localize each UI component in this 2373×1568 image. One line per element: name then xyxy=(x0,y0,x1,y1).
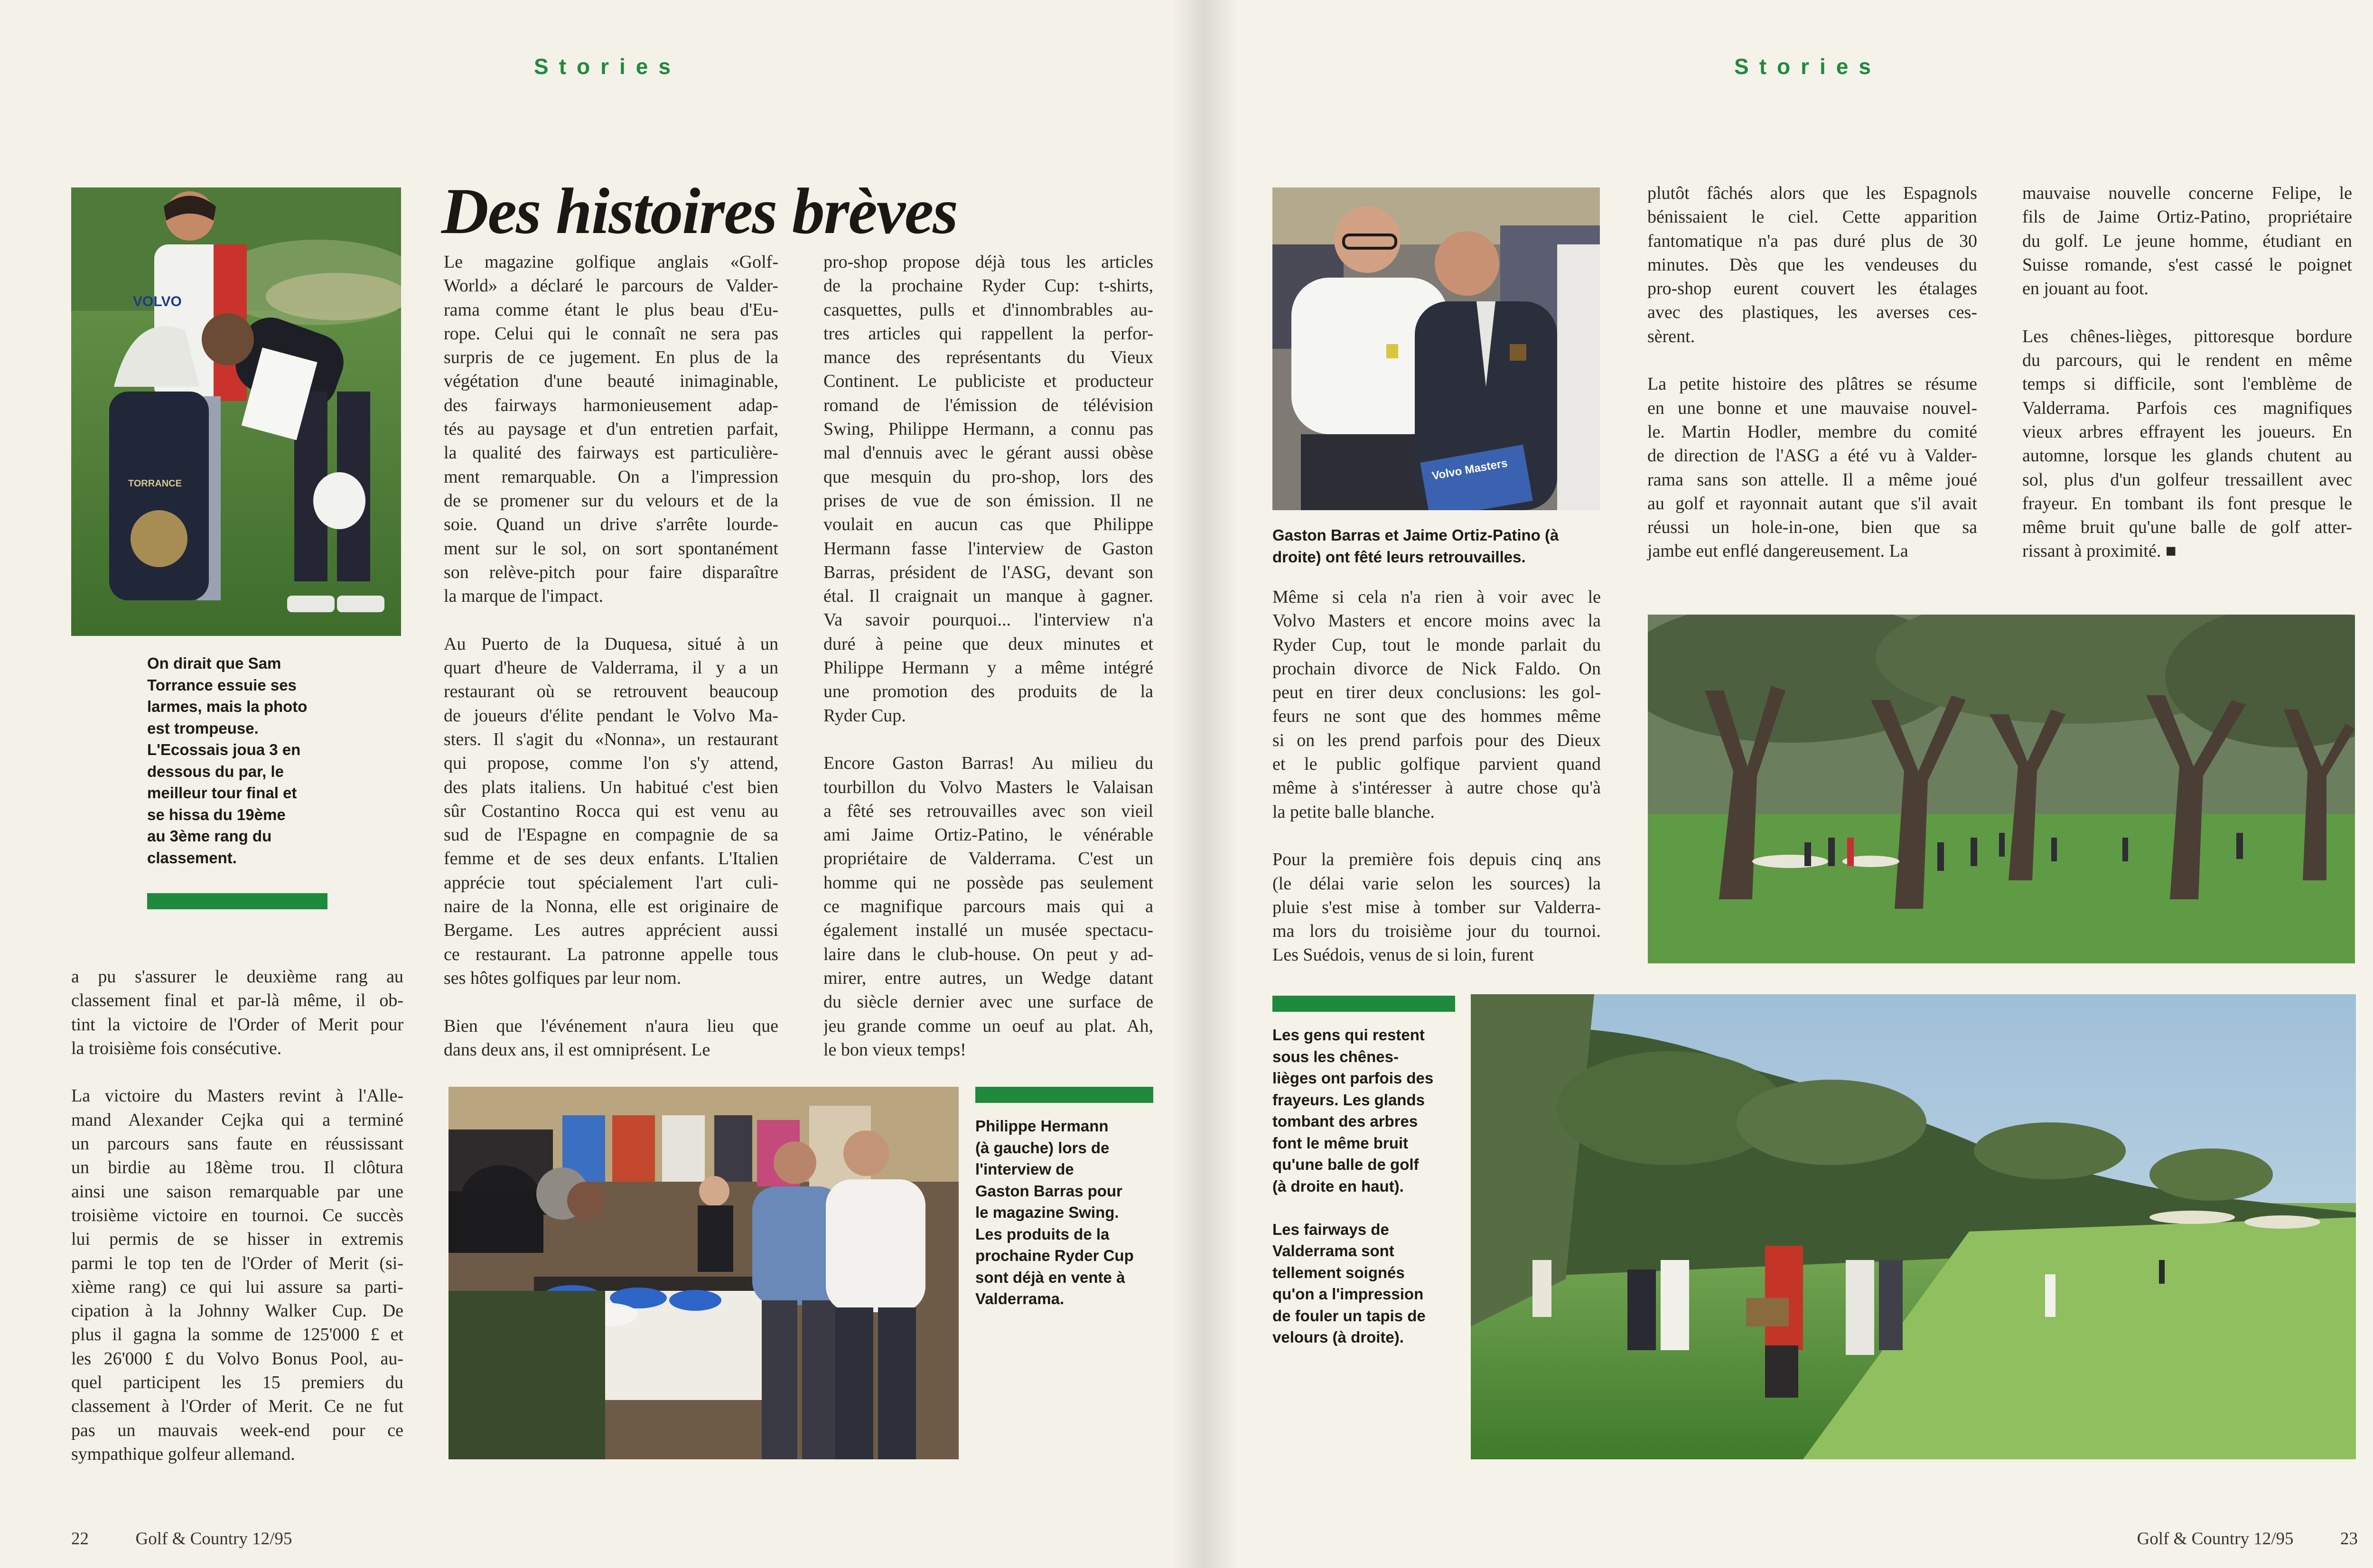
text-line: minutes. Dès que les vendeuses du xyxy=(1647,254,1977,275)
text-line: frayeur. En tombant ils font presque le xyxy=(2022,493,2352,513)
text-line: naire de la Nonna, elle est originaire de xyxy=(444,896,778,917)
text-line: La victoire du Masters revint à l'Alle- xyxy=(71,1086,403,1106)
text-line: a fêté ses retrouvailles avec son vieil xyxy=(823,801,1153,821)
text-line: temps si difficile, sont l'emblème de xyxy=(2022,374,2352,394)
caption-line: classement. xyxy=(147,849,237,867)
caption-line xyxy=(1272,1197,1467,1219)
folio-right xyxy=(2137,1529,2358,1549)
page-number: 23 xyxy=(2340,1529,2358,1549)
text-line: Ryder Cup. xyxy=(823,705,906,726)
text-line: Valderrama. Parfois ces magnifiques xyxy=(2022,398,2352,418)
text-line xyxy=(71,1060,403,1084)
text-line: ami Jaime Ortiz-Patino, le vénérable xyxy=(823,825,1153,845)
text-column-2 xyxy=(823,250,1153,1062)
text-line: prises de vue de son émission. Il ne xyxy=(823,490,1153,511)
text-line: casquettes, pulls et d'innombrables au- xyxy=(823,299,1153,320)
text-line: de la prochaine Ryder Cup: t-shirts, xyxy=(823,276,1153,296)
section-header-label: Stories xyxy=(1734,54,1881,79)
caption-line: sont déjà en vente à xyxy=(975,1268,1125,1286)
text-line: Le magazine golfique anglais «Golf- xyxy=(444,252,778,272)
text-line: apprécie tout spécialement l'art culi- xyxy=(444,872,778,893)
text-line: une promotion des produits de la xyxy=(823,681,1153,702)
text-line: pro-shop eurent couvert les étalages xyxy=(1647,279,1977,299)
text-line: prochain divorce de Nick Faldo. On xyxy=(1272,658,1601,679)
text-line: World» a déclaré le parcours de Valder- xyxy=(444,276,778,296)
text-line: sol, plus d'un golfeur tressaillent avec xyxy=(2022,469,2352,490)
section-header xyxy=(513,47,702,85)
text-line: soie. Quand un drive s'arrête lourde- xyxy=(444,514,778,535)
text-line: classement final et par-là même, il ob- xyxy=(71,990,403,1011)
text-line: mance des représentants du Vieux xyxy=(823,347,1153,368)
text-line: fantomatique n'a pas duré plus de 30 xyxy=(1647,231,1977,251)
caption-line: (à gauche) lors de xyxy=(975,1139,1110,1157)
caption-line: qu'une balle de golf xyxy=(1272,1156,1419,1173)
photo-sam-torrance xyxy=(71,187,401,636)
text-line: des fairways harmonieusement adap- xyxy=(444,395,778,415)
text-line: Suisse romande, s'est cassé le poignet xyxy=(2022,254,2352,275)
text-line: automne, lorsque les glands chutent au xyxy=(2022,446,2352,466)
text-line: xième rang) ce qui lui assure sa parti- xyxy=(71,1277,403,1297)
caption-line: est trompeuse. xyxy=(147,719,259,737)
publication-title: Golf & Country 12/95 xyxy=(135,1529,292,1549)
text-line: des plats italiens. Un habitué c'est bien xyxy=(444,777,778,797)
text-line xyxy=(1272,824,1601,848)
caption-line: Les gens qui restent xyxy=(1272,1026,1425,1044)
text-line: pas un mauvais week-end pour ce xyxy=(71,1420,403,1440)
text-line: restaurant où se retrouvent beaucoup xyxy=(444,681,778,702)
caption-line: droite) ont fêté leurs retrouvailles. xyxy=(1272,548,1526,566)
text-line: et le public golfique parvient quand xyxy=(1272,754,1601,775)
text-line: tint la victoire de l'Order of Merit pour xyxy=(71,1014,403,1035)
caption-line: L'Ecossais joua 3 en xyxy=(147,741,301,758)
text-line: rope. Celui qui le connaît ne sera pas xyxy=(444,323,778,344)
text-column-3 xyxy=(1272,585,1601,967)
text-line: pluie s'est mise à tomber sur Valderra- xyxy=(1272,897,1601,917)
caption-line: Gaston Barras et Jaime Ortiz-Patino (à xyxy=(1272,526,1559,544)
caption-line: Les produits de la xyxy=(975,1225,1110,1243)
text-line: plus il gagna la somme de 125'000 £ et xyxy=(71,1325,403,1345)
caption-line: qu'on a l'impression xyxy=(1272,1285,1424,1303)
text-line: de se promener sur du velours et de la xyxy=(444,490,778,511)
caption-line: (à droite en haut). xyxy=(1272,1177,1404,1195)
text-line: tres articles qui rappellent la perfor- xyxy=(823,323,1153,344)
section-header-label: Stories xyxy=(534,54,681,79)
caption-line: Philippe Hermann xyxy=(975,1117,1109,1135)
text-line: plutôt fâchés alors que les Espagnols xyxy=(1647,183,1977,203)
text-line: mirer, entre autres, un Wedge datant xyxy=(823,968,1153,988)
caption-line: Les fairways de xyxy=(1272,1220,1389,1238)
right-page xyxy=(1205,0,2373,1568)
text-line: un birdie au 18ème trou. Il clôtura xyxy=(71,1157,403,1178)
text-line: ment remarquable. On a l'impression xyxy=(444,467,778,487)
text-line: troisième victoire en tournoi. Ce succès xyxy=(71,1205,403,1225)
caption-line: l'interview de xyxy=(975,1160,1074,1178)
text-line: tourbillon du Volvo Masters le Valaisan xyxy=(823,777,1153,797)
text-line xyxy=(2022,300,2352,324)
caption-line: frayeurs. Les glands xyxy=(1272,1091,1425,1109)
text-line: ce restaurant. La patronne appelle tous xyxy=(444,944,778,964)
text-line: (le délai varie selon les sources) la xyxy=(1272,873,1601,894)
text-line: Pour la première fois depuis cinq ans xyxy=(1272,849,1601,870)
text-line xyxy=(1647,348,1977,372)
caption-hermann xyxy=(975,1115,1165,1310)
caption-line: Valderrama sont xyxy=(1272,1242,1394,1260)
text-line xyxy=(823,728,1153,751)
text-line: les 26'000 £ du Volvo Bonus Pool, au- xyxy=(71,1348,403,1369)
text-line: sters. Il s'agit du «Nonna», un restaurant xyxy=(444,729,778,749)
caption-line: Gaston Barras pour xyxy=(975,1182,1122,1200)
caption-trees xyxy=(1272,1024,1467,1348)
text-line: ma lors du troisième jour du tournoi. xyxy=(1272,921,1601,942)
text-line: quart d'heure de Valderrama, il y a un xyxy=(444,658,778,678)
gutter-shadow xyxy=(1172,0,1205,1568)
text-line xyxy=(444,990,778,1014)
text-line: Philippe Hermann y a même intégré xyxy=(823,658,1153,678)
caption-line: larmes, mais la photo xyxy=(147,698,308,715)
text-line: La petite histoire des plâtres se résume xyxy=(1647,374,1977,394)
text-column-4 xyxy=(1647,181,1977,563)
text-line: étal. Il craignait un manque à gagner. xyxy=(823,586,1153,607)
text-line: du siècle dernier avec une surface de xyxy=(823,992,1153,1012)
text-line: rissant à proximité. ■ xyxy=(2022,541,2177,561)
text-line: homme qui ne possède pas seulement xyxy=(823,872,1153,893)
text-line: ainsi une saison remarquable par une xyxy=(71,1181,403,1202)
text-line: de joueurs d'élite pendant le Volvo Ma- xyxy=(444,705,778,726)
text-line: jambe eut enflé dangereusement. La xyxy=(1647,541,1908,561)
text-line: jeu grande comme un oeuf au plat. Ah, xyxy=(823,1016,1153,1036)
text-line: un parcours sans faute en réussissant xyxy=(71,1134,403,1154)
text-line: Au Puerto de la Duquesa, situé à un xyxy=(444,634,778,654)
folio-left xyxy=(71,1529,292,1549)
text-line: en jouant au foot. xyxy=(2022,279,2149,299)
caption-line: prochaine Ryder Cup xyxy=(975,1247,1134,1264)
text-line: sud de l'Espagne en compagnie de sa xyxy=(444,825,778,845)
text-line: ment sur le sol, on sort spontanément xyxy=(444,538,778,559)
text-line: qui propose, comme l'on s'y attend, xyxy=(444,753,778,774)
text-line: même bruit qu'une balle de golf atter- xyxy=(2022,517,2352,538)
text-line: même à s'intéresser à autre chose qu'à xyxy=(1272,778,1601,798)
bag-brand-text-2: TORRANCE xyxy=(128,478,182,489)
bag-brand-text: VOLVO xyxy=(133,294,182,309)
text-line: avec des plastiques, les averses ces- xyxy=(1647,302,1977,323)
text-line: sympathique golfeur allemand. xyxy=(71,1444,295,1464)
publication-title: Golf & Country 12/95 xyxy=(2137,1529,2294,1549)
text-line: Même si cela n'a rien à voir avec le xyxy=(1272,587,1601,607)
article-headline: Des histoires brèves xyxy=(441,175,957,247)
text-line: sèrent. xyxy=(1647,326,1695,346)
text-line: de direction de l'ASG a été vu à Valder- xyxy=(1647,446,1977,466)
text-line: voulait en aucun cas que Philippe xyxy=(823,514,1153,535)
text-line: en une bonne et une mauvaise nouvel- xyxy=(1647,398,1977,418)
text-line: le bon vieux temps! xyxy=(823,1039,966,1060)
text-line: son relève-pitch pour faire disparaître xyxy=(444,562,778,582)
text-line: dans deux ans, il est omniprésent. Le xyxy=(444,1039,710,1060)
text-line: la petite balle blanche. xyxy=(1272,802,1435,822)
text-line: la qualité des fairways est particulière- xyxy=(444,443,778,463)
text-line: Swing, Philippe Hermann, a connu pas xyxy=(823,419,1153,439)
text-line: mal d'ennuis avec le gérant aussi obèse xyxy=(823,443,1153,463)
text-line: Continent. Le publiciste et producteur xyxy=(823,371,1153,392)
text-line: propriétaire de Valderrama. C'est un xyxy=(823,849,1153,869)
section-header xyxy=(1713,47,1903,85)
caption-divider xyxy=(1272,996,1455,1012)
text-column-1 xyxy=(444,250,778,1062)
caption-line: font le même bruit xyxy=(1272,1134,1409,1152)
text-line: pro-shop propose déjà tous les articles xyxy=(823,252,1153,272)
text-line: le. Martin Hodler, membre du comité xyxy=(1647,421,1977,442)
text-line: réussi un hole-in-one, bien que sa xyxy=(1647,517,1977,538)
text-line: Ryder Cup, tout le monde parlait du xyxy=(1272,635,1601,655)
text-line: bénissaient le ciel. Cette apparition xyxy=(1647,207,1977,227)
caption-line: dessous du par, le xyxy=(147,762,284,780)
text-line: également installé un musée spectacu- xyxy=(823,920,1153,941)
caption-line: velours (à droite). xyxy=(1272,1328,1404,1346)
caption-divider xyxy=(147,893,327,909)
caption-line: Torrance essuie ses xyxy=(147,676,297,694)
caption-line: tellement soignés xyxy=(1272,1263,1405,1281)
photo-barras-ortiz-patino xyxy=(1272,187,1600,510)
text-line: ce magnifique parcours mais qui a xyxy=(823,896,1153,917)
caption-line: le magazine Swing. xyxy=(975,1204,1119,1221)
caption-divider xyxy=(975,1087,1153,1103)
text-line: duré à peine que deux minutes et xyxy=(823,634,1153,654)
text-line: lui permis de se hisser in extremis xyxy=(71,1229,403,1250)
text-line: classement à l'Order of Merit. Ce ne fut xyxy=(71,1396,403,1417)
photo-valderrama-fairway xyxy=(1471,994,2356,1459)
caption-line: tombant des arbres xyxy=(1272,1112,1418,1130)
photo-hermann-interview xyxy=(448,1087,959,1459)
text-line: Va savoir pourquoi... l'interview n'a xyxy=(823,610,1153,630)
text-line: mauvaise nouvelle concerne Felipe, le xyxy=(2022,183,2352,203)
caption-sam-torrance xyxy=(147,653,346,868)
text-line: tés au paysage et d'un entretien parfait, xyxy=(444,419,778,439)
text-line: Hermann fasse l'interview de Gaston xyxy=(823,538,1153,559)
text-line: romand de l'émission de télévision xyxy=(823,395,1153,415)
text-line: du golf. Le jeune homme, étudiant en xyxy=(2022,231,2352,251)
text-column-0 xyxy=(71,965,403,1466)
magazine-cover-text: Volvo Masters xyxy=(1431,457,1509,483)
caption-line: On dirait que Sam xyxy=(147,654,281,672)
caption-line: lièges ont parfois des xyxy=(1272,1069,1434,1087)
text-line: surpris de ce jugement. En plus de la xyxy=(444,347,778,368)
text-line: a pu s'assurer le deuxième rang au xyxy=(71,967,403,987)
caption-line: sous les chênes- xyxy=(1272,1047,1399,1065)
text-line: rama comme étant le plus beau d'Eu- xyxy=(444,299,778,320)
text-line: rama sans son attelle. Il a même joué xyxy=(1647,469,1977,490)
text-line: quel participent les 15 premiers du xyxy=(71,1372,403,1393)
text-line: femme et de ses deux enfants. L'Italien xyxy=(444,849,778,869)
text-line: Bergame. Les autres apprécient aussi xyxy=(444,920,778,941)
caption-line: Valderrama. xyxy=(975,1290,1065,1307)
text-line: au golf et rayonnait autant que s'il avait xyxy=(1647,493,1977,513)
text-line: Encore Gaston Barras! Au milieu du xyxy=(823,753,1153,774)
text-line: du parcours, qui le rendent en même xyxy=(2022,350,2352,371)
caption-barras xyxy=(1272,524,1614,568)
text-line: ses hôtes golfiques par leur nom. xyxy=(444,968,682,988)
caption-line: au 3ème rang du xyxy=(147,827,272,845)
text-line: Les Suédois, venus de si loin, furent xyxy=(1272,945,1534,965)
text-line: mand Alexander Cejka qui a terminé xyxy=(71,1110,403,1130)
text-column-5 xyxy=(2022,181,2352,563)
text-line: Bien que l'événement n'aura lieu que xyxy=(444,1016,778,1036)
text-line: la troisième fois consécutive. xyxy=(71,1038,282,1058)
text-line: que mesquin du pro-shop, lors des xyxy=(823,467,1153,487)
text-line: laire dans le club-house. On peut y ad- xyxy=(823,944,1153,964)
text-line: vieux arbres effrayent les joueurs. En xyxy=(2022,421,2352,442)
text-line: parmi le top ten de l'Order of Merit (si- xyxy=(71,1253,403,1273)
text-line: la marque de l'impact. xyxy=(444,586,604,607)
caption-line: meilleur tour final et xyxy=(147,784,297,802)
text-line: Les chênes-lièges, pittoresque bordure xyxy=(2022,326,2352,346)
text-line: si on les prend parfois pour des Dieux xyxy=(1272,730,1601,750)
photo-cork-oak-trees xyxy=(1648,615,2355,963)
text-line: feurs ne sont que des hommes même xyxy=(1272,706,1601,727)
text-line: végétation d'une beauté inimaginable, xyxy=(444,371,778,392)
text-line: fils de Jaime Ortiz-Patino, propriétaire xyxy=(2022,207,2352,227)
text-line: sûr Costantino Rocca qui est venu au xyxy=(444,801,778,821)
text-line: Volvo Masters et encore moins avec la xyxy=(1272,611,1601,631)
text-line: peut en tirer deux conclusions: les gol- xyxy=(1272,682,1601,703)
text-line: cipation à la Johnny Walker Cup. De xyxy=(71,1301,403,1321)
page-number: 22 xyxy=(71,1529,89,1549)
gutter-shadow xyxy=(1205,0,1238,1568)
caption-line: de fouler un tapis de xyxy=(1272,1307,1426,1325)
text-line xyxy=(444,608,778,632)
text-line: Barras, président de l'ASG, devant son xyxy=(823,562,1153,582)
caption-line: se hissa du 19ème xyxy=(147,805,286,823)
